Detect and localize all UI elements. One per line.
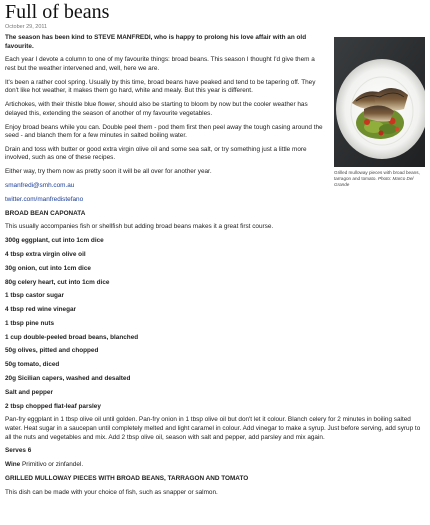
wine-label: Wine xyxy=(5,461,21,469)
article-paragraph: Either way, try them now as pretty soon it will be all over for another year. xyxy=(5,168,212,176)
ingredient-list xyxy=(5,237,425,411)
ingredient-item: 1 tbsp castor sugar xyxy=(5,292,64,300)
recipe-title: BROAD BEAN CAPONATA xyxy=(5,209,86,217)
ingredient-item: 1 tbsp pine nuts xyxy=(5,319,54,327)
article-lead: The season has been kind to STEVE MANFREDI, who is happy to prolong his love affair with an old favourite. xyxy=(5,34,307,50)
dish-photo xyxy=(334,37,425,167)
ingredient-item: 80g celery heart, cut into 1cm dice xyxy=(5,278,110,286)
ingredient-item: Salt and pepper xyxy=(5,388,53,396)
ingredient-item: 1 cup double-peeled broad beans, blanched xyxy=(5,333,139,341)
article-date: October 29, 2011 xyxy=(5,24,48,30)
ingredient-item: 300g eggplant, cut into 1cm dice xyxy=(5,237,104,245)
photo-credit: Photo: Marco Del Grande xyxy=(334,176,414,187)
article-paragraph: Enjoy broad beans while you can. Double peel them - pod them first then peel away the tough casing around the seed - and blanch them for a few minutes in salted boiling water. xyxy=(5,123,323,140)
recipe-serves: Serves 6 xyxy=(5,447,32,455)
author-email-link[interactable]: smanfredi@smh.com.au xyxy=(5,182,75,190)
ingredient-item: 20g Sicilian capers, washed and desalted xyxy=(5,374,131,382)
recipe-wine xyxy=(5,461,425,470)
ingredient-item: 50g olives, pitted and chopped xyxy=(5,347,99,355)
article-body xyxy=(5,34,325,204)
article-paragraph: It's been a rather cool spring. Usually by this time, broad beans have peaked and tend to be tapering off. They don't like hot weather, it makes them go hard, white and mealy. But this year is different. xyxy=(5,78,316,95)
recipe-intro: This dish can be made with your choice of fish, such as snapper or salmon. xyxy=(5,488,218,496)
recipe-title: GRILLED MULLOWAY PIECES WITH BROAD BEANS, TARRAGON AND TOMATO xyxy=(5,474,249,482)
figure-caption xyxy=(334,170,425,188)
caption-text: Grilled mulloway pieces with broad beans, tarragon and tomato. xyxy=(334,170,420,181)
recipe-caponata xyxy=(5,210,425,470)
recipe-mulloway xyxy=(5,475,425,497)
ingredient-item: 30g onion, cut into 1cm dice xyxy=(5,264,91,272)
recipe-method: Pan-fry eggplant in 1 tbsp olive oil until golden. Pan-fry onion in 1 tbsp olive oil but don't let it colour. Blanch celery for 2 minutes in boiling salted water. Heat sugar in a saucepan until completely melted and light caramel in colour. Add vinegar to make a syrup. Just before serving, add syrup to all the nuts and vegetables and mix. Add 2 tbsp olive oil, season with salt and pepper, add parsley and mix again. xyxy=(5,416,421,441)
article-paragraph: Drain and toss with butter or good extra virgin olive oil and some sea salt, or try something just a little more involved, such as one of these recipes. xyxy=(5,145,307,162)
article-paragraph: Artichokes, with their thistle blue flower, should also be starting to bloom by now but the cooler weather has delayed this, extending the season of another of my favourite vegetables. xyxy=(5,101,308,117)
author-twitter-link[interactable]: twitter.com/manfredistefano xyxy=(5,195,84,203)
ingredient-item: 50g tomato, diced xyxy=(5,361,60,369)
article-figure xyxy=(334,37,425,188)
article-title: Full of beans xyxy=(5,1,110,23)
ingredient-item: 4 tbsp red wine vinegar xyxy=(5,306,77,314)
ingredient-item: 4 tbsp extra virgin olive oil xyxy=(5,250,86,258)
ingredient-item: 2 tbsp chopped flat-leaf parsley xyxy=(5,402,101,410)
article-paragraph: Each year I devote a column to one of my favourite things: broad beans. This season I thought I'd give them a rest but the weather intervened and, well, here we are. xyxy=(5,56,315,72)
recipe-intro: This usually accompanies fish or shellfish but adding broad beans makes it a great first course. xyxy=(5,223,274,231)
wine-value: Primitivo or zinfandel. xyxy=(22,461,84,469)
